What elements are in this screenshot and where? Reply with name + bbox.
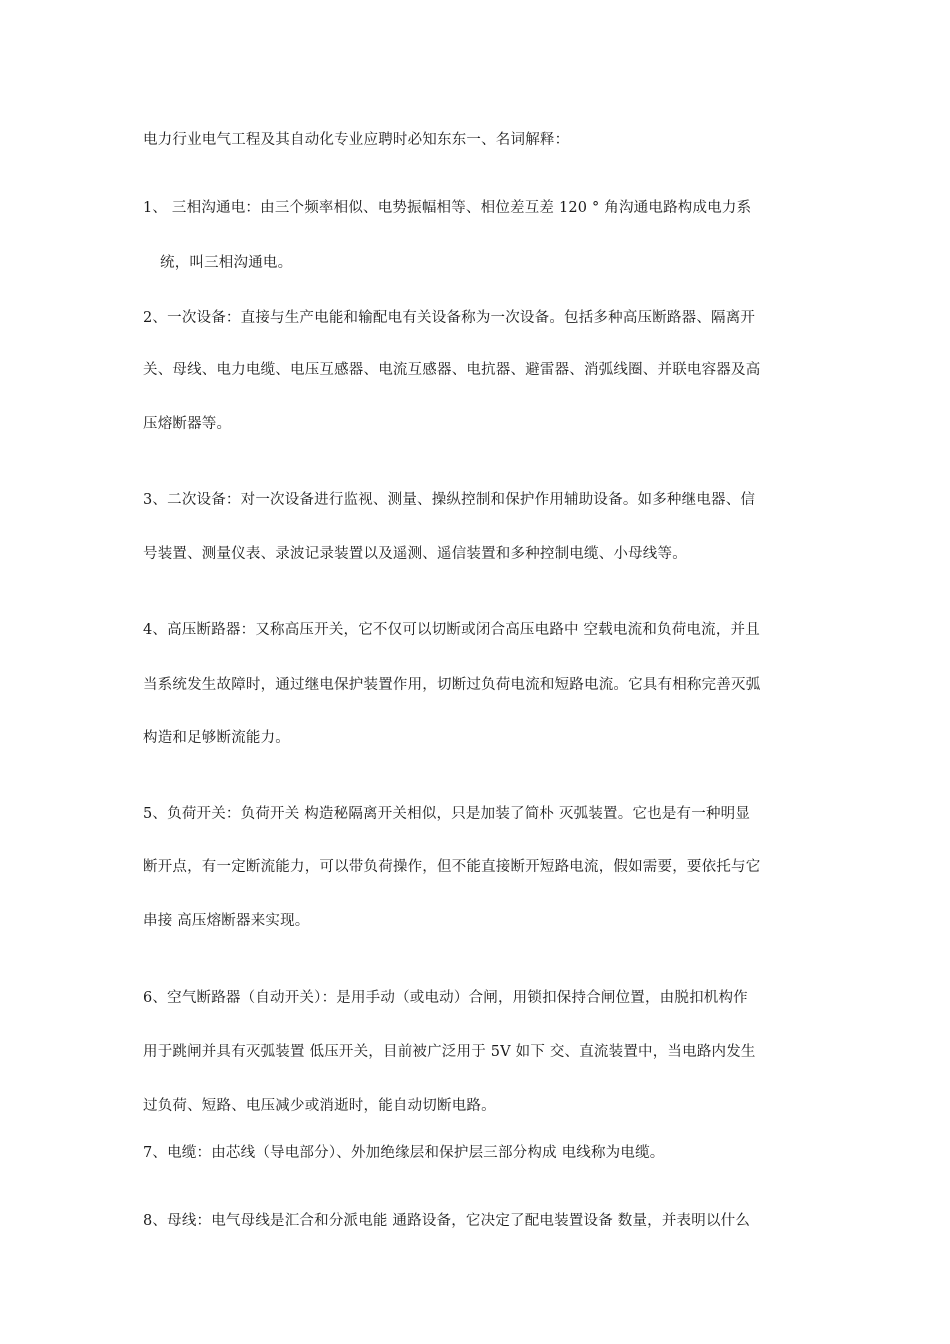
paragraph-line: 7、电缆：由芯线（导电部分）、外加绝缘层和保护层三部分构成 电线称为电缆。 <box>143 1145 665 1161</box>
paragraph-line: 用于跳闸并具有灭弧装置 低压开关，目前被广泛用于 5V 如下 交、直流装置中，当电路内发生 <box>143 1044 756 1060</box>
paragraph-line: 压熔断器等。 <box>143 416 232 432</box>
paragraph-line: 串接 高压熔断器来实现。 <box>143 913 310 929</box>
paragraph-line: 关、母线、电力电缆、电压互感器、电流互感器、电抗器、避雷器、消弧线圈、并联电容器及高 <box>143 362 761 378</box>
paragraph-line: 3、二次设备：对一次设备进行监视、测量、操纵控制和保护作用辅助设备。如多种继电器、信 <box>143 492 756 508</box>
document-title: 电力行业电气工程及其自动化专业应聘时必知东东一、名词解释： <box>143 132 570 148</box>
paragraph-line: 5、负荷开关：负荷开关 构造秘隔离开关相似，只是加装了简朴 灭弧装置。它也是有一种明显 <box>143 806 751 822</box>
paragraph-line: 过负荷、短路、电压减少或消逝时，能自动切断电路。 <box>143 1098 496 1114</box>
paragraph-line: 构造和足够断流能力。 <box>143 730 290 746</box>
paragraph-line: 号装置、测量仪表、录波记录装置以及遥测、遥信装置和多种控制电缆、小母线等。 <box>143 546 687 562</box>
paragraph-line: 4、高压断路器：又称高压开关，它不仅可以切断或闭合高压电路中 空载电流和负荷电流，并且 <box>143 622 760 638</box>
paragraph-line: 2、一次设备：直接与生产电能和输配电有关设备称为一次设备。包括多种高压断路器、隔离开 <box>143 310 756 326</box>
paragraph-line: 断开点，有一定断流能力，可以带负荷操作，但不能直接断开短路电流，假如需要，要依托与它 <box>143 859 761 875</box>
paragraph-line: 当系统发生故障时，通过继电保护装置作用，切断过负荷电流和短路电流。它具有相称完善灭弧 <box>143 677 761 693</box>
paragraph-line: 6、空气断路器（自动开关）：是用手动（或电动）合闸，用锁扣保持合闸位置，由脱扣机构作 <box>143 990 748 1006</box>
paragraph-line: 统，叫三相沟通电。 <box>160 255 293 271</box>
paragraph-line: 1、 三相沟通电：由三个频率相似、电势振幅相等、相位差互差 120 ° 角沟通电路构成电力系 <box>143 200 752 216</box>
paragraph-line: 8、母线：电气母线是汇合和分派电能 通路设备，它决定了配电装置设备 数量，并表明以什么 <box>143 1213 751 1229</box>
